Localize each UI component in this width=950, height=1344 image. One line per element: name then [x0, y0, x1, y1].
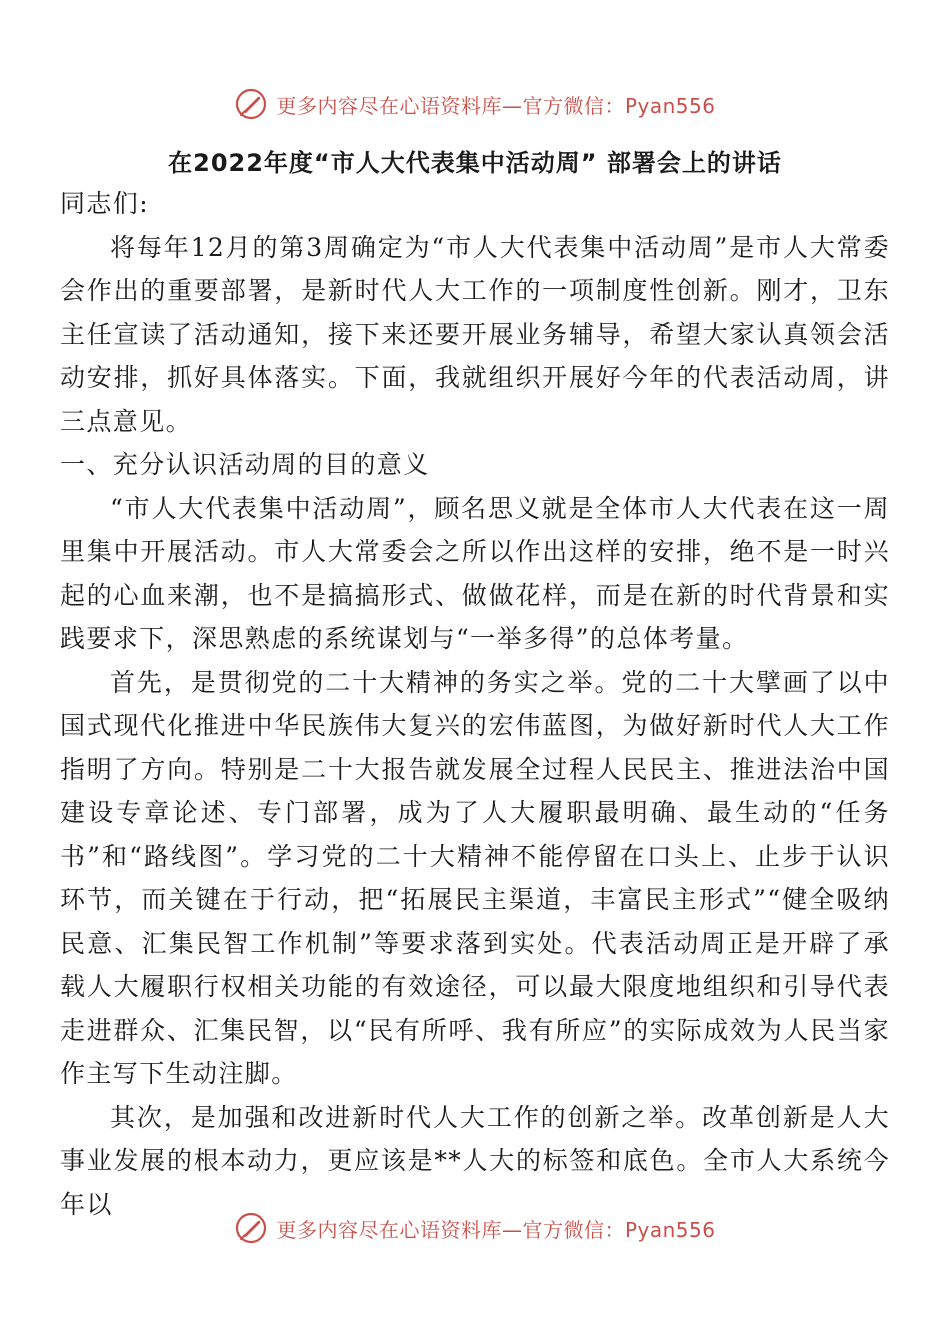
- document-title: 在2022年度“市人大代表集中活动周” 部署会上的讲话: [168, 149, 782, 177]
- quill-pen-logo-icon: [234, 87, 268, 121]
- header-banner: [0, 84, 950, 124]
- footer-banner-text: 更多内容尽在心语资料库—官方微信：Pyan556: [276, 1217, 716, 1242]
- salutation: 同志们:: [60, 189, 150, 218]
- quill-pen-logo-icon: [234, 1211, 268, 1245]
- paragraph-3: 首先，是贯彻党的二十大精神的务实之举。党的二十大擘画了以中国式现代化推进中华民族伟大复兴的宏伟蓝图，为做好新时代人大工作指明了方向。特别是二十大报告就发展全过程人民民主、推进法治中国建设专章论述、专门部署，成为了人大履职最明确、最生动的“任务书”和“路线图”。学习党的二十大精神不能停留在口头上、止步于认识环节，而关键在于行动，把“拓展民主渠道，丰富民主形式”“健全吸纳民意、汇集民智工作机制”等要求落到实处。代表活动周正是开辟了承载人大履职行权相关功能的有效途径，可以最大限度地组织和引导代表走进群众、汇集民智，以“民有所呼、我有所应”的实际成效为人民当家作主写下生动注脚。: [60, 667, 890, 1088]
- paragraph-intro: 将每年12月的第3周确定为“市人大代表集中活动周”是市人大常委会作出的重要部署，是新时代人大工作的一项制度性创新。刚才，卫东主任宣读了活动通知，接下来还要开展业务辅导，希望大家认真领会活动安排，抓好具体落实。下面，我就组织开展好今年的代表活动周，讲三点意见。: [60, 232, 890, 436]
- paragraph-4: 其次，是加强和改进新时代人大工作的创新之举。改革创新是人大事业发展的根本动力，更应该是**人大的标签和底色。全市人大系统今年以: [60, 1102, 890, 1219]
- document-body: [60, 182, 890, 1226]
- paragraph-2: “市人大代表集中活动周”，顾名思义就是全体市人大代表在这一周里集中开展活动。市人大常委会之所以作出这样的安排，绝不是一时兴起的心血来潮，也不是搞搞形式、做做花样，而是在新的时代背景和实践要求下，深思熟虑的系统谋划与“一举多得”的总体考量。: [60, 493, 890, 653]
- header-banner-text: 更多内容尽在心语资料库—官方微信：Pyan556: [276, 93, 716, 118]
- footer-banner: [0, 1208, 950, 1248]
- section-heading-1: 一、充分认识活动周的目的意义: [60, 450, 430, 479]
